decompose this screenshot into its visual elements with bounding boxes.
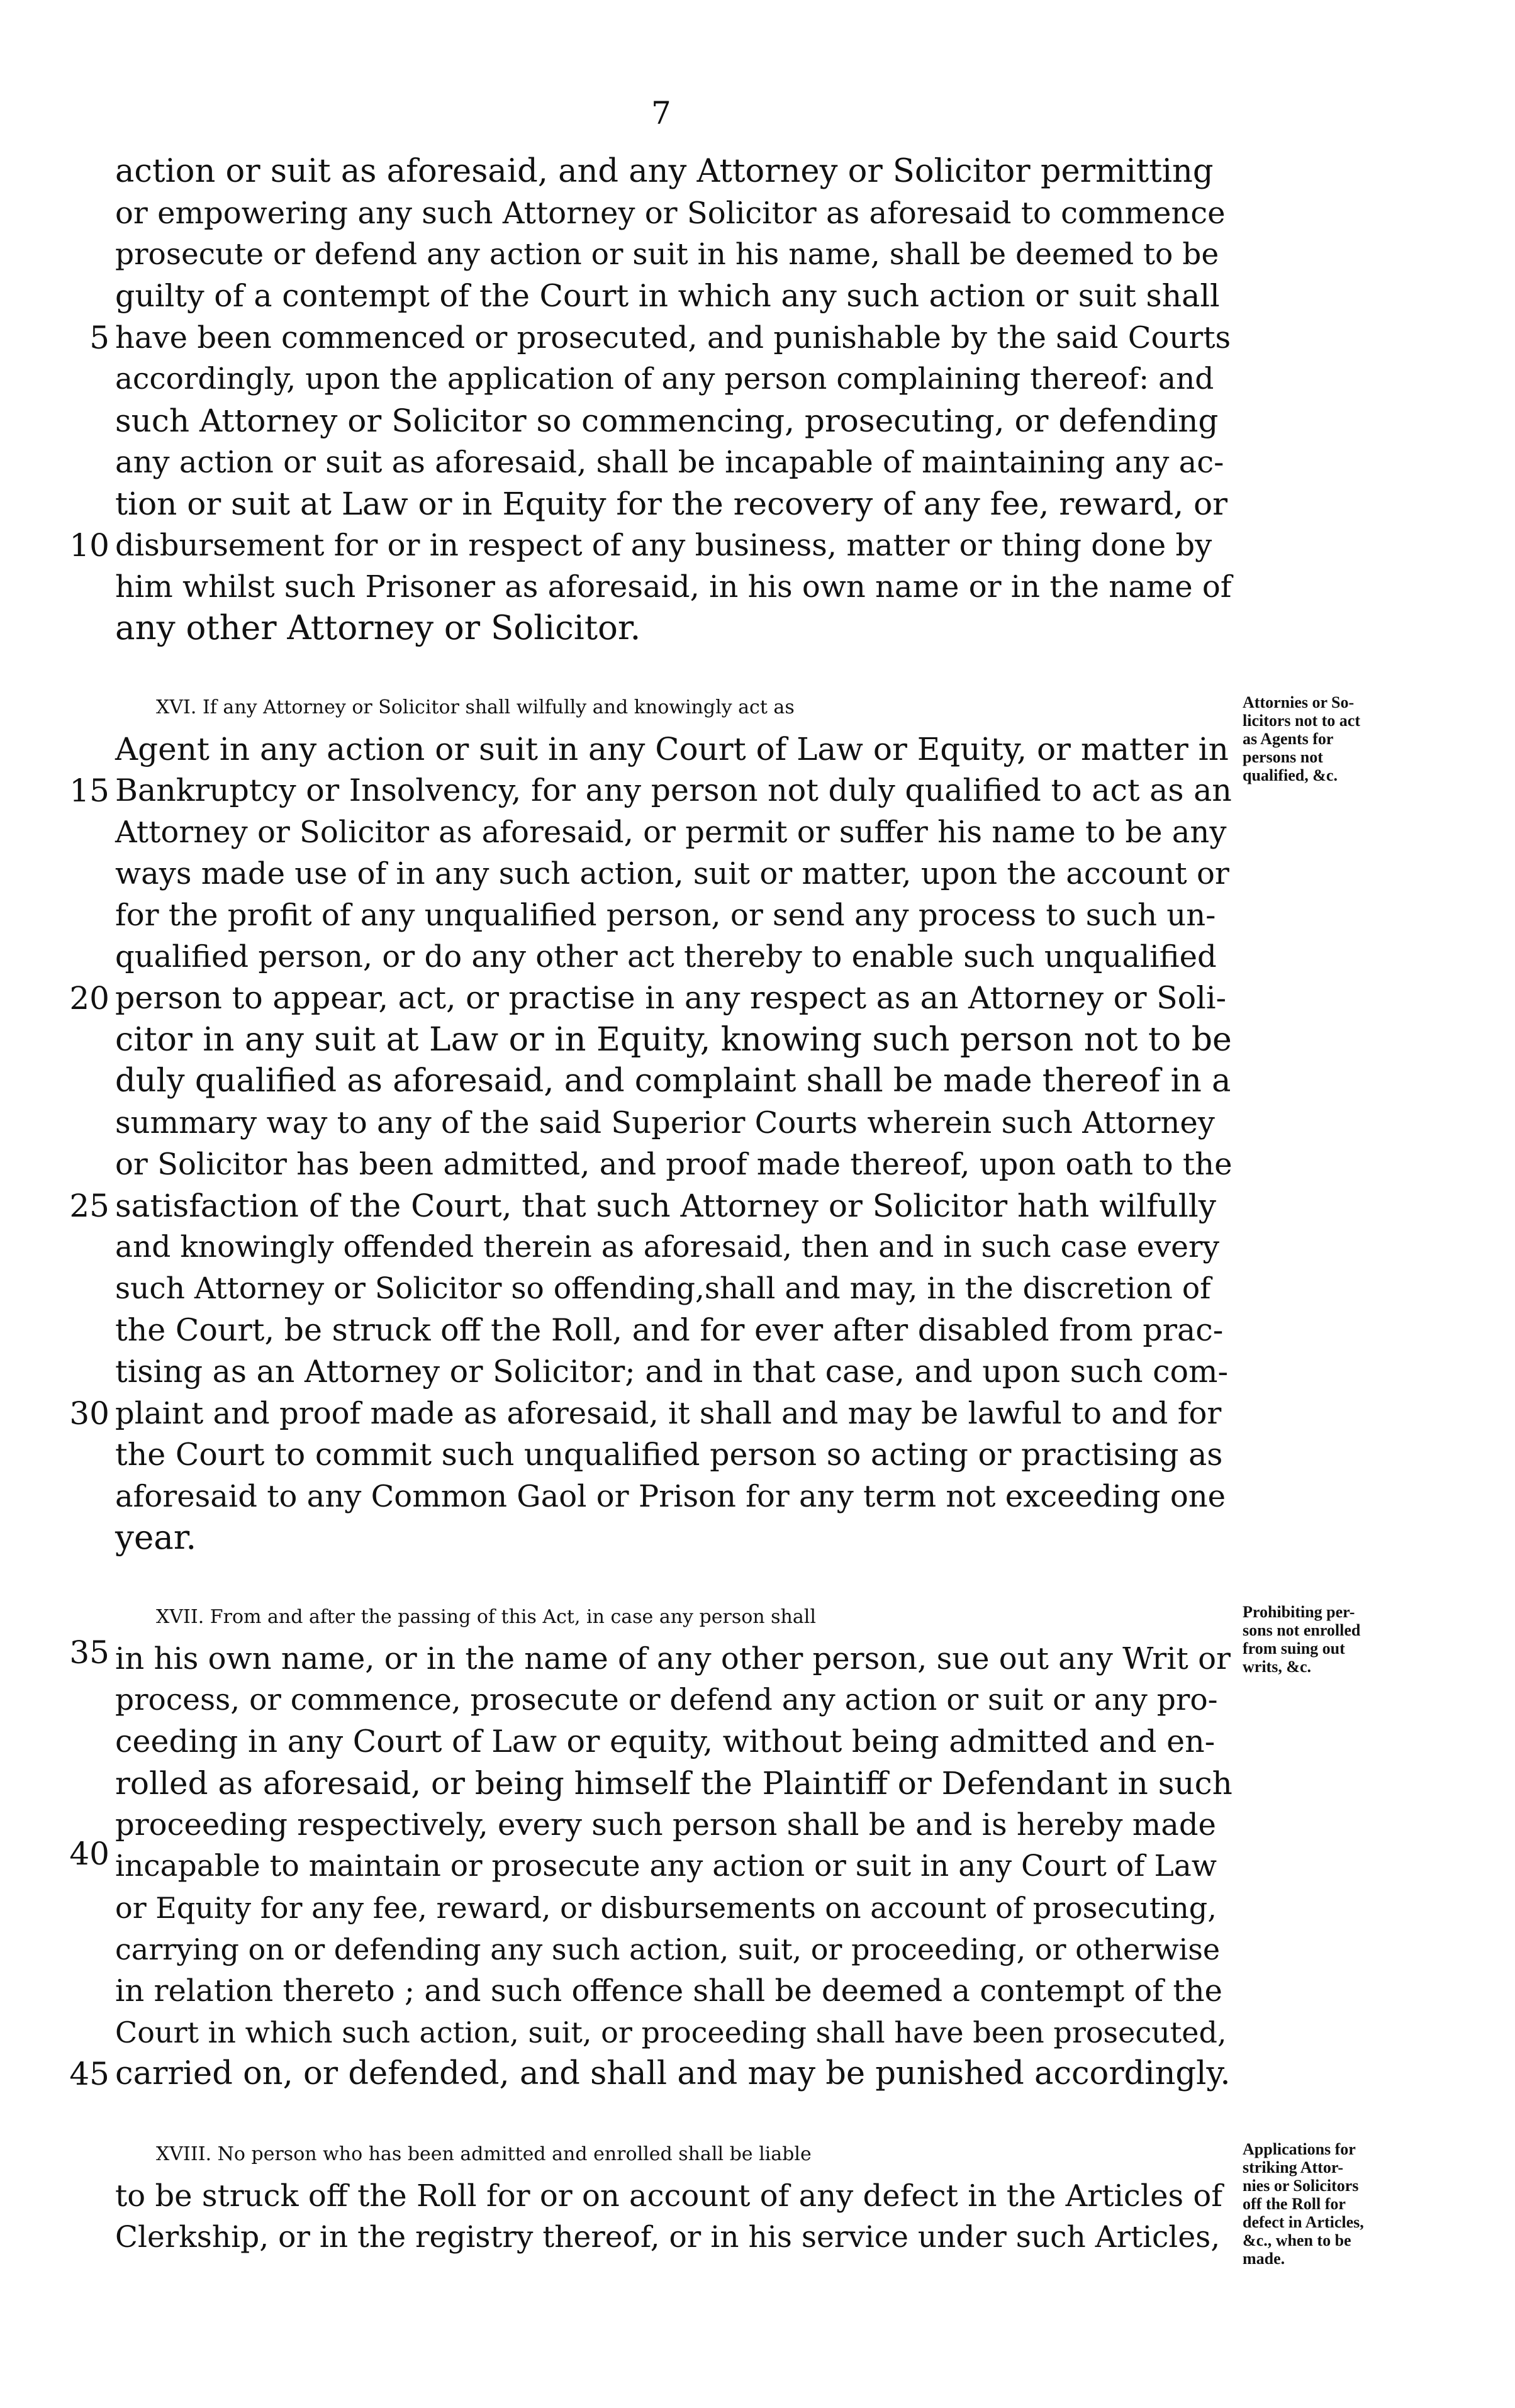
margin-note-line: made. [1243, 2249, 1285, 2268]
margin-note-line: licitors not to act [1243, 711, 1361, 730]
text-line: Attorney or Solicitor as aforesaid, or permit or suffer his name to be any [115, 815, 1227, 850]
line-number: 30 [69, 1395, 109, 1432]
margin-note-line: nies or Solicitors [1243, 2177, 1359, 2195]
margin-note-line: persons not [1243, 748, 1323, 766]
text-line: duly qualified as aforesaid, and complaint shall be made thereof in a [115, 1062, 1231, 1100]
text-line: process, or commence, prosecute or defend any action or suit or any pro- [115, 1683, 1218, 1717]
text-line: him whilst such Prisoner as aforesaid, in his own name or in the name of [115, 569, 1232, 605]
text-line: qualified person, or do any other act thereby to enable such unqualified [115, 939, 1217, 974]
text-line: ceeding in any Court of Law or equity, without being admitted and en- [115, 1724, 1216, 1759]
margin-note-line: Prohibiting per- [1243, 1603, 1355, 1621]
text-line: ways made use of in any such action, suit or matter, upon the account or [115, 856, 1229, 891]
text-line: summary way to any of the said Superior Courts wherein such Attorney [115, 1105, 1215, 1140]
text-line: incapable to maintain or prosecute any action or suit in any Court of Law [115, 1849, 1217, 1883]
section-heading-line: XVIII. No person who has been admitted and enrolled shall be liable [156, 2143, 812, 2165]
margin-note-line: sons not enrolled [1243, 1621, 1361, 1639]
text-line: Agent in any action or suit in any Court of Law or Equity, or matter in [115, 731, 1229, 767]
text-line: year. [115, 1519, 197, 1557]
text-line: the Court, be struck off the Roll, and for ever after disabled from prac- [115, 1312, 1224, 1348]
line-number: 35 [69, 1634, 109, 1671]
text-line: prosecute or defend any action or suit in his name, shall be deemed to be [115, 237, 1219, 272]
text-line: for the profit of any unqualified person, or send any process to such un- [115, 898, 1216, 933]
text-line: carrying on or defending any such action, suit, or proceeding, or otherwise [115, 1932, 1221, 1966]
text-line: or Solicitor has been admitted, and proof made thereof, upon oath to the [115, 1147, 1233, 1182]
section-heading-line: XVII. From and after the passing of this Act, in case any person shall [156, 1606, 816, 1628]
text-line: rolled as aforesaid, or being himself the Plaintiff or Defendant in such [115, 1765, 1233, 1802]
text-line: such Attorney or Solicitor so commencing, prosecuting, or defending [115, 403, 1219, 439]
margin-note-xvii [1243, 1603, 1412, 1676]
text-line: in relation thereto ; and such offence shall be deemed a contempt of the [115, 1973, 1222, 2009]
text-line: plaint and proof made as aforesaid, it shall and may be lawful to and for [115, 1396, 1222, 1431]
line-number: 40 [69, 1836, 109, 1872]
text-line: proceeding respectively, every such person shall be and is hereby made [115, 1807, 1216, 1842]
text-line: and knowingly offended therein as aforesaid, then and in such case every [115, 1230, 1219, 1264]
text-line: any other Attorney or Solicitor. [115, 609, 641, 647]
text-line: tion or suit at Law or in Equity for the recovery of any fee, reward, or [115, 486, 1228, 522]
text-line: aforesaid to any Common Gaol or Prison for any term not exceeding one [115, 1479, 1226, 1514]
line-number: 5 [89, 320, 109, 356]
text-line: the Court to commit such unqualified person so acting or practising as [115, 1437, 1223, 1473]
text-line: to be struck off the Roll for or on account of any defect in the Articles of [115, 2178, 1223, 2214]
margin-note-line: qualified, &c. [1243, 766, 1338, 784]
margin-note-line: &c., when to be [1243, 2231, 1351, 2249]
page-number: 7 [651, 95, 671, 131]
line-number: 25 [69, 1188, 109, 1224]
text-line: Clerkship, or in the registry thereof, or in his service under such Articles, [115, 2220, 1221, 2255]
text-line: such Attorney or Solicitor so offending,shall and may, in the discretion of [115, 1271, 1211, 1306]
margin-note-line: Attornies or So- [1243, 693, 1355, 711]
margin-note-line: off the Roll for [1243, 2195, 1346, 2213]
line-number: 20 [69, 980, 109, 1017]
text-line: action or suit as aforesaid, and any Attorney or Solicitor permitting [115, 153, 1214, 190]
text-line: or Equity for any fee, reward, or disbursements on account of prosecuting, [115, 1891, 1217, 1925]
margin-note-line: writs, &c. [1243, 1658, 1312, 1676]
text-line: carried on, or defended, and shall and may be punished accordingly. [115, 2055, 1231, 2092]
text-line: any action or suit as aforesaid, shall be incapable of maintaining any ac- [115, 445, 1224, 480]
margin-note-xvi [1243, 693, 1412, 784]
text-line: Bankruptcy or Insolvency, for any person not duly qualified to act as an [115, 772, 1232, 808]
text-line: tising as an Attorney or Solicitor; and in that case, and upon such com- [115, 1354, 1229, 1390]
section-heading-line: XVI. If any Attorney or Solicitor shall wilfully and knowingly act as [156, 696, 795, 718]
text-line: in his own name, or in the name of any other person, sue out any Writ or [115, 1641, 1231, 1676]
margin-note-line: as Agents for [1243, 730, 1334, 748]
margin-note-line: from suing out [1243, 1639, 1345, 1658]
line-number: 45 [69, 2056, 109, 2092]
margin-note-line: defect in Articles, [1243, 2213, 1364, 2231]
margin-note-line: Applications for [1243, 2140, 1356, 2158]
text-line: have been commenced or prosecuted, and punishable by the said Courts [115, 320, 1231, 355]
margin-note-xviii [1243, 2140, 1412, 2268]
text-line: or empowering any such Attorney or Solicitor as aforesaid to commence [115, 196, 1226, 231]
text-line: Court in which such action, suit, or proceeding shall have been prosecuted, [115, 2015, 1227, 2049]
text-line: disbursement for or in respect of any business, matter or thing done by [115, 528, 1212, 563]
text-line: accordingly, upon the application of any person complaining thereof: and [115, 362, 1214, 396]
text-line: satisfaction of the Court, that such Attorney or Solicitor hath wilfully [115, 1188, 1216, 1224]
margin-note-line: striking Attor- [1243, 2158, 1344, 2177]
text-line: person to appear, act, or practise in any respect as an Attorney or Soli- [115, 980, 1227, 1016]
text-line: guilty of a contempt of the Court in which any such action or suit shall [115, 278, 1220, 314]
line-number: 10 [69, 527, 109, 564]
text-line: citor in any suit at Law or in Equity, knowing such person not to be [115, 1021, 1232, 1059]
line-number: 15 [69, 772, 109, 809]
